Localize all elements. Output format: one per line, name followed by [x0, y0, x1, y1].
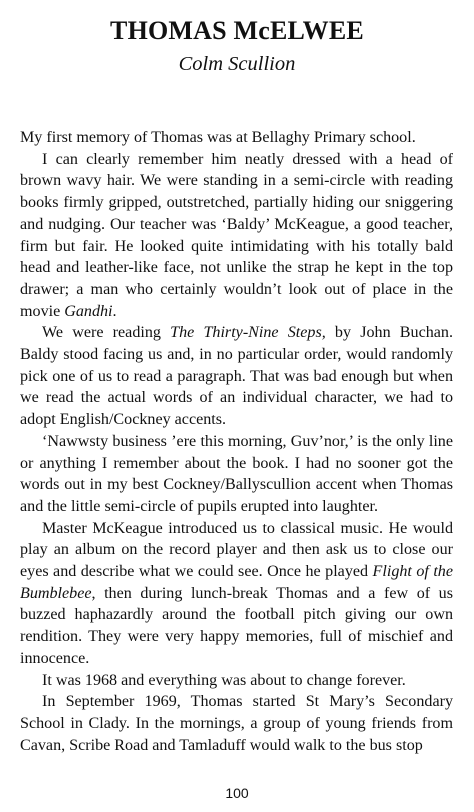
paragraph-5	[20, 518, 453, 670]
paragraph-3	[20, 322, 453, 431]
paragraph-1-text: My first memory of Thomas was at Bellaghy Primary school.	[20, 129, 416, 146]
paragraph-6-text: It was 1968 and everything was about to change forever.	[42, 671, 406, 689]
chapter-title: THOMAS McELWEE	[110, 16, 364, 45]
paragraph-7	[20, 691, 453, 756]
paragraph-2-text: I can clearly remember him neatly dressed with a head of brown wavy hair. We were standing in a semi-circle with reading books firmly gripped, outstretched, partially hiding our sniggering and nudging. Our teacher was ‘Baldy’ McKeague, a good teacher, firm but fair. He looked quite intimidating with his totally bald head and leather-like face, not unlike the strap he kept in the top drawer; a man who certainly wouldn’t look out of place in the movie	[20, 150, 453, 320]
paragraph-3-rest: by John Buchan. Baldy stood facing us and, in no particular order, would randomly pick one of us to read a paragraph. That was bad enough but when we read the actual words of an individual character, we had to adopt English/Cockney accents.	[20, 324, 453, 429]
body-text	[20, 127, 453, 756]
film-title: Gandhi	[64, 302, 113, 320]
music-piece-title: Flight of the Bumblebee	[20, 563, 453, 602]
paragraph-7-text: In September 1969, Thomas started St Mary’s Secondary School in Clady. In the mornings, a group of young friends from Cavan, Scribe Road and Tamladuff would walk to the bus stop	[20, 693, 453, 754]
book-title: The Thirty-Nine Steps,	[170, 324, 326, 342]
paragraph-5-start: Master McKeague introduced us to classical music. He would play an album on the record player and then ask us to close our eyes and describe what we could see. Once he played	[20, 519, 453, 581]
page-number: 100	[225, 785, 249, 801]
paragraph-1	[20, 127, 453, 149]
author-name: Colm Scullion	[178, 53, 296, 75]
paragraph-4-text: ‘Nawwsty business ’ere this morning, Guv’nor,’ is the only line or anything I remember about the book. I had no sooner got the words out in my best Cockney/Ballyscullion accent when Thomas and the little semi-circle of pupils erupted into laughter.	[20, 432, 453, 515]
paragraph-4	[20, 431, 453, 518]
paragraph-2-end: .	[112, 302, 117, 320]
paragraph-6	[20, 670, 453, 692]
paragraph-3-start: We were reading	[42, 324, 171, 342]
paragraph-5-rest: , then during lunch-break Thomas and a few of us buzzed haphazardly around the football pitch giving our own rendition. They were very happy memories, full of mischief and innocence.	[20, 584, 453, 667]
paragraph-2	[20, 149, 453, 323]
